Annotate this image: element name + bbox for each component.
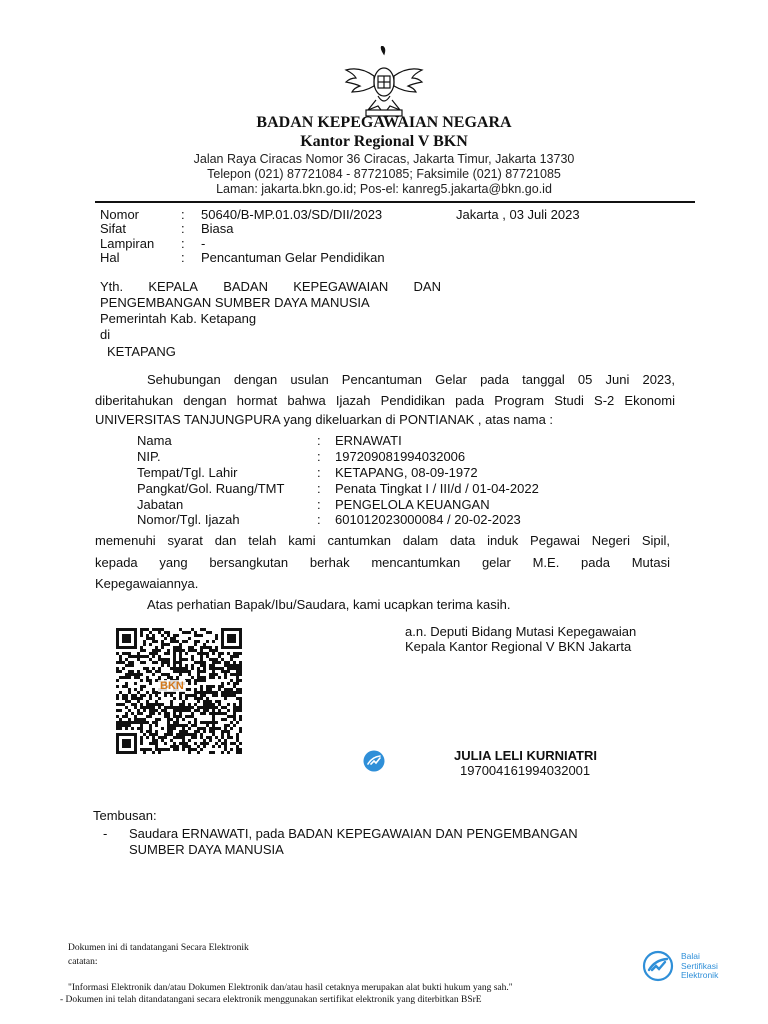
detail-label: Nama: [137, 433, 172, 448]
recipient-line-1: [100, 279, 441, 294]
detail-label: Tempat/Tgl. Lahir: [137, 465, 238, 480]
signer-name: JULIA LELI KURNIATRI: [454, 748, 597, 763]
para1-line-1: Sehubungan dengan usulan Pencantuman Gelar pada tanggal 05 Juni 2023,: [147, 372, 675, 387]
detail-colon: :: [317, 465, 321, 480]
sifat-value: Biasa: [201, 221, 234, 236]
recipient-line-4: di: [100, 327, 111, 342]
hal-colon: :: [181, 250, 185, 265]
detail-label: NIP.: [137, 449, 161, 464]
detail-colon: :: [317, 433, 321, 448]
detail-value: 197209081994032006: [335, 449, 466, 464]
tembusan-label: Tembusan:: [93, 808, 157, 823]
office-phone: Telepon (021) 87721084 - 87721085; Faksimile (021) 87721085: [207, 167, 561, 181]
footer-catatan: catatan:: [68, 957, 98, 967]
detail-colon: :: [317, 497, 321, 512]
nomor-value: 50640/B-MP.01.03/SD/DII/2023: [201, 207, 383, 222]
office-title: Kantor Regional V BKN: [300, 133, 468, 150]
agency-title: BADAN KEPEGAWAIAN NEGARA: [256, 114, 512, 131]
footer-signed: Dokumen ini di tandatangani Secara Elektronik: [68, 943, 249, 953]
nomor-colon: :: [181, 207, 185, 222]
office-web: Laman: jakarta.bkn.go.id; Pos-el: kanreg5.jakarta@bkn.go.id: [216, 182, 552, 196]
header-divider: [95, 201, 695, 203]
para2-line-2: kepada yang bersangkutan berhak mencantumkan gelar M.E. pada Mutasi: [95, 555, 670, 570]
sifat-colon: :: [181, 221, 185, 236]
place-date: Jakarta , 03 Juli 2023: [456, 207, 580, 222]
detail-label: Jabatan: [137, 497, 184, 512]
footer-note-2: - Dokumen ini telah ditandatangani secara elektronik menggunakan sertifikat elektronik yang diterbitkan BSrE: [60, 995, 482, 1005]
para1-line-2: diberitahukan dengan hormat bahwa Ijazah Pendidikan pada Program Studi S-2 Ekonomi: [95, 393, 675, 408]
hal-label: Hal: [100, 250, 120, 265]
nomor-label: Nomor: [100, 207, 140, 222]
bsre-line-1: Balai: [681, 951, 700, 961]
tembusan-line-2: SUMBER DAYA MANUSIA: [129, 842, 284, 857]
tembusan-bullet: -: [103, 826, 108, 841]
bsre-line-2: Sertifikasi: [681, 960, 718, 971]
recipient-word: DAN: [413, 279, 441, 294]
lampiran-label: Lampiran: [100, 236, 155, 251]
para2-line-1: memenuhi syarat dan telah kami cantumkan dalam data induk Pegawai Negeri Sipil,: [95, 533, 670, 548]
recipient-word: BADAN: [223, 279, 268, 294]
footer-note-1: "Informasi Elektronik dan/atau Dokumen Elektronik dan/atau hasil cetaknya merupakan alat bukti hukum yang sah.": [68, 983, 513, 993]
recipient-word: KEPALA: [148, 279, 198, 294]
detail-value: PENGELOLA KEUANGAN: [335, 497, 490, 512]
sifat-label: Sifat: [100, 221, 127, 236]
recipient-word: Yth.: [100, 279, 124, 294]
detail-value: KETAPANG, 08-09-1972: [335, 465, 478, 480]
recipient-line-3: Pemerintah Kab. Ketapang: [100, 311, 257, 326]
detail-colon: :: [317, 481, 321, 496]
hal-value: Pencantuman Gelar Pendidikan: [201, 250, 385, 265]
signature-an: a.n. Deputi Bidang Mutasi Kepegawaian: [405, 624, 637, 639]
recipient-word: KEPEGAWAIAN: [293, 279, 389, 294]
detail-colon: :: [317, 512, 321, 527]
qr-bkn-logo: BKN: [160, 680, 184, 692]
signature-title: Kepala Kantor Regional V BKN Jakarta: [405, 639, 632, 654]
lampiran-colon: :: [181, 236, 185, 251]
closing-line: Atas perhatian Bapak/Ibu/Saudara, kami ucapkan terima kasih.: [147, 597, 511, 612]
garuda-emblem-icon: [342, 46, 426, 118]
detail-value: Penata Tingkat I / III/d / 01-04-2022: [335, 481, 539, 496]
detail-label: Nomor/Tgl. Ijazah: [137, 512, 240, 527]
para2-line-3: Kepegawaiannya.: [95, 576, 199, 591]
bsre-seal-icon: [363, 750, 385, 772]
para1-line-3: UNIVERSITAS TANJUNGPURA yang dikeluarkan di PONTIANAK , atas nama :: [95, 412, 554, 427]
detail-value: 601012023000084 / 20-02-2023: [335, 512, 521, 527]
detail-value: ERNAWATI: [335, 433, 402, 448]
recipient-line-2: PENGEMBANGAN SUMBER DAYA MANUSIA: [100, 295, 370, 310]
detail-label: Pangkat/Gol. Ruang/TMT: [137, 481, 285, 496]
signer-nip: 197004161994032001: [460, 763, 591, 778]
bsre-logo-text: [681, 952, 718, 981]
recipient-line-5: KETAPANG: [107, 344, 176, 359]
bsre-logo-icon: [640, 950, 676, 982]
office-address: Jalan Raya Ciracas Nomor 36 Ciracas, Jakarta Timur, Jakarta 13730: [193, 152, 575, 166]
lampiran-value: -: [201, 236, 206, 251]
detail-colon: :: [317, 449, 321, 464]
tembusan-line-1: Saudara ERNAWATI, pada BADAN KEPEGAWAIAN DAN PENGEMBANGAN: [129, 826, 578, 841]
bsre-line-3: Elektronik: [681, 970, 719, 980]
